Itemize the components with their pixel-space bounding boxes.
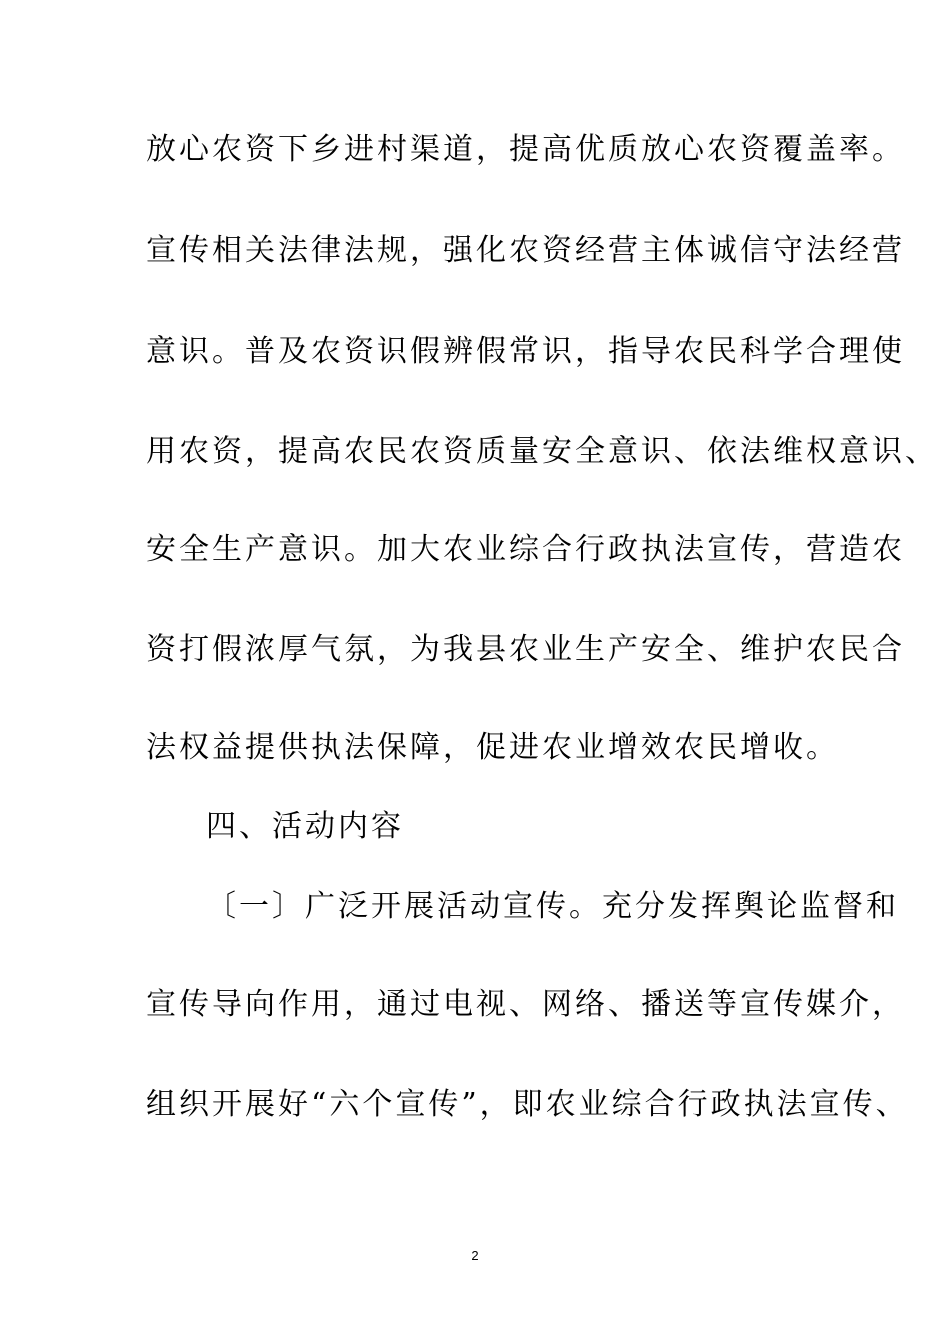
body-text-line: 宣传导向作用，通过电视、网络、播送等宣传媒介，: [146, 987, 905, 1022]
body-text-line: 安全生产意识。加大农业综合行政执法宣传，营造农: [146, 532, 905, 567]
body-text-line: 资打假浓厚气氛，为我县农业生产安全、维护农民合: [146, 632, 905, 667]
body-text-line: 组织开展好“六个宣传”，即农业综合行政执法宣传、: [146, 1087, 909, 1122]
body-text-line: 放心农资下乡进村渠道，提高优质放心农资覆盖率。: [146, 132, 905, 167]
body-text-line: 法权益提供执法保障，促进农业增效农民增收。: [146, 730, 839, 765]
body-text-line: 用农资，提高农民农资质量安全意识、依法维权意识、: [146, 434, 938, 469]
page-number: 2: [471, 1248, 479, 1263]
body-text-line: 宣传相关法律法规，强化农资经营主体诚信守法经营: [146, 233, 905, 268]
body-text-line: 意识。普及农资识假辨假常识，指导农民科学合理使: [146, 334, 905, 369]
section-heading: 四、活动内容: [206, 809, 404, 844]
paragraph-first-line: 〔一〕广泛开展活动宣传。充分发挥舆论监督和: [206, 889, 899, 924]
